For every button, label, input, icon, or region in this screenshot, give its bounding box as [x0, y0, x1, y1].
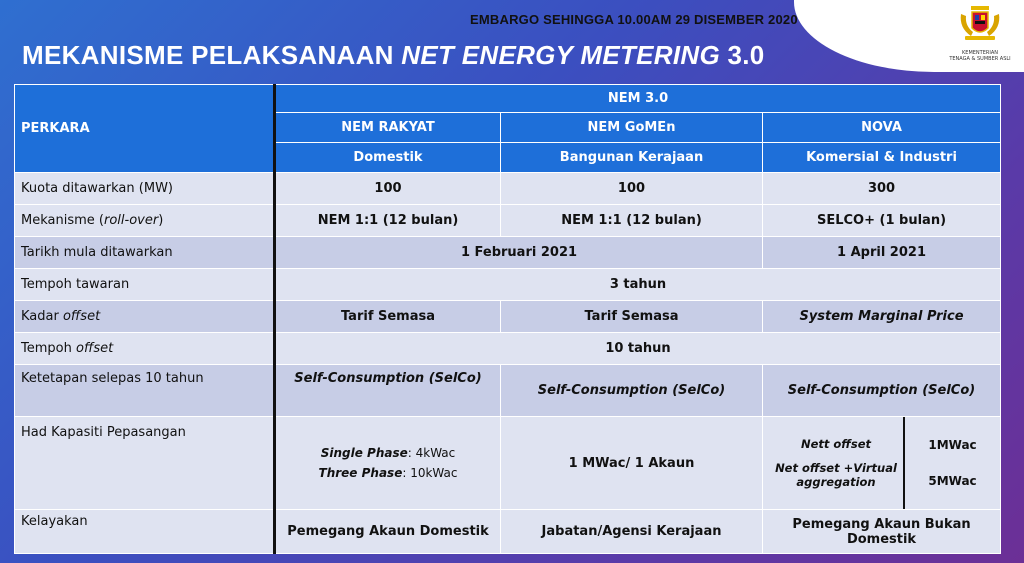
table-row [15, 333, 1001, 365]
table-row [15, 510, 1001, 554]
title-prefix: MEKANISME PELAKSANAAN [22, 40, 402, 70]
embargo-notice: EMBARGO SEHINGGA 10.00AM 29 DISEMBER 2020 [470, 12, 798, 27]
kuota-nova: 300 [763, 173, 1001, 205]
ministry-name-line2: TENAGA & SUMBER ASLI [949, 56, 1011, 62]
three-phase-line [282, 463, 494, 483]
three-phase-label: Three Phase [318, 466, 403, 480]
mekanisme-gomen: NEM 1:1 (12 bulan) [501, 205, 763, 237]
kelayakan-nova: Pemegang Akaun Bukan Domestik [763, 510, 1001, 554]
table-row [15, 417, 1001, 510]
table-row [15, 205, 1001, 237]
ketetapan-gomen: Self-Consumption (SelCo) [501, 365, 763, 417]
single-phase-value: : 4kWac [407, 446, 456, 460]
had-kapasiti-rakyat [275, 417, 501, 510]
tempoh-tawaran-value: 3 tahun [275, 269, 1001, 301]
tempoh-offset-value: 10 tahun [275, 333, 1001, 365]
row-label-mekanisme [15, 205, 275, 237]
nem-comparison-table [14, 84, 1001, 554]
category-komersial-industri: Komersial & Industri [763, 143, 1001, 173]
title-suffix: 3.0 [720, 40, 765, 70]
row-label-tempoh-offset [15, 333, 275, 365]
row-label-kelayakan: Kelayakan [15, 510, 275, 554]
nova-virtual-aggregation-cap: 5MWac [928, 474, 977, 488]
ketetapan-rakyat: Self-Consumption (SelCo) [275, 365, 501, 417]
nova-capacity-values [903, 417, 1000, 509]
kuota-gomen: 100 [501, 173, 763, 205]
tarikh-nova: 1 April 2021 [763, 237, 1001, 269]
mekanisme-rakyat: NEM 1:1 (12 bulan) [275, 205, 501, 237]
nova-capacity-split [769, 417, 1000, 509]
header-perkara: PERKARA [15, 85, 275, 173]
mekanisme-label-suffix: ) [158, 213, 164, 228]
ministry-name-line1: KEMENTERIAN [962, 50, 998, 56]
header-nem-3: NEM 3.0 [275, 85, 1001, 113]
row-label-tempoh-tawaran: Tempoh tawaran [15, 269, 275, 301]
kuota-rakyat: 100 [275, 173, 501, 205]
table-row [15, 301, 1001, 333]
title-emphasis: NET ENERGY METERING [401, 40, 720, 70]
kadar-offset-label-prefix: Kadar [21, 309, 63, 324]
single-phase-label: Single Phase [320, 446, 408, 460]
row-label-tarikh: Tarikh mula ditawarkan [15, 237, 275, 269]
row-label-had-kapasiti: Had Kapasiti Pepasangan [15, 417, 275, 510]
table-header-row [15, 85, 1001, 113]
kadar-offset-rakyat: Tarif Semasa [275, 301, 501, 333]
kadar-offset-nova: System Marginal Price [763, 301, 1001, 333]
table-row [15, 269, 1001, 301]
header-nem-gomen: NEM GoMEn [501, 113, 763, 143]
ministry-logo [944, 2, 1016, 66]
kelayakan-rakyat: Pemegang Akaun Domestik [275, 510, 501, 554]
tempoh-offset-label-prefix: Tempoh [21, 341, 76, 356]
nova-nett-offset-cap: 1MWac [928, 438, 977, 452]
category-domestik: Domestik [275, 143, 501, 173]
mekanisme-nova: SELCO+ (1 bulan) [763, 205, 1001, 237]
table-row [15, 237, 1001, 269]
had-kapasiti-gomen: 1 MWac/ 1 Akaun [501, 417, 763, 510]
ketetapan-nova: Self-Consumption (SelCo) [763, 365, 1001, 417]
page-title [22, 40, 765, 71]
row-label-ketetapan: Ketetapan selepas 10 tahun [15, 365, 275, 417]
coat-of-arms-icon [957, 2, 1003, 44]
row-label-kadar-offset [15, 301, 275, 333]
nova-nett-offset-label: Nett offset [800, 437, 872, 451]
ministry-name [944, 50, 1016, 62]
row-label-kuota: Kuota ditawarkan (MW) [15, 173, 275, 205]
mekanisme-label-prefix: Mekanisme ( [21, 213, 104, 228]
had-kapasiti-nova [763, 417, 1001, 510]
nova-virtual-aggregation-label: Net offset +Virtual aggregation [775, 461, 897, 489]
table-row [15, 173, 1001, 205]
nova-capacity-types [769, 417, 903, 509]
mekanisme-label-italic: roll-over [103, 213, 159, 228]
category-bangunan-kerajaan: Bangunan Kerajaan [501, 143, 763, 173]
single-phase-line [282, 443, 494, 463]
kadar-offset-gomen: Tarif Semasa [501, 301, 763, 333]
kelayakan-gomen: Jabatan/Agensi Kerajaan [501, 510, 763, 554]
tarikh-rakyat-gomen: 1 Februari 2021 [275, 237, 763, 269]
three-phase-value: : 10kWac [402, 466, 458, 480]
header-nova: NOVA [763, 113, 1001, 143]
tempoh-offset-label-italic: offset [75, 341, 114, 356]
kadar-offset-label-italic: offset [62, 309, 101, 324]
header-nem-rakyat: NEM RAKYAT [275, 113, 501, 143]
table-row [15, 365, 1001, 417]
